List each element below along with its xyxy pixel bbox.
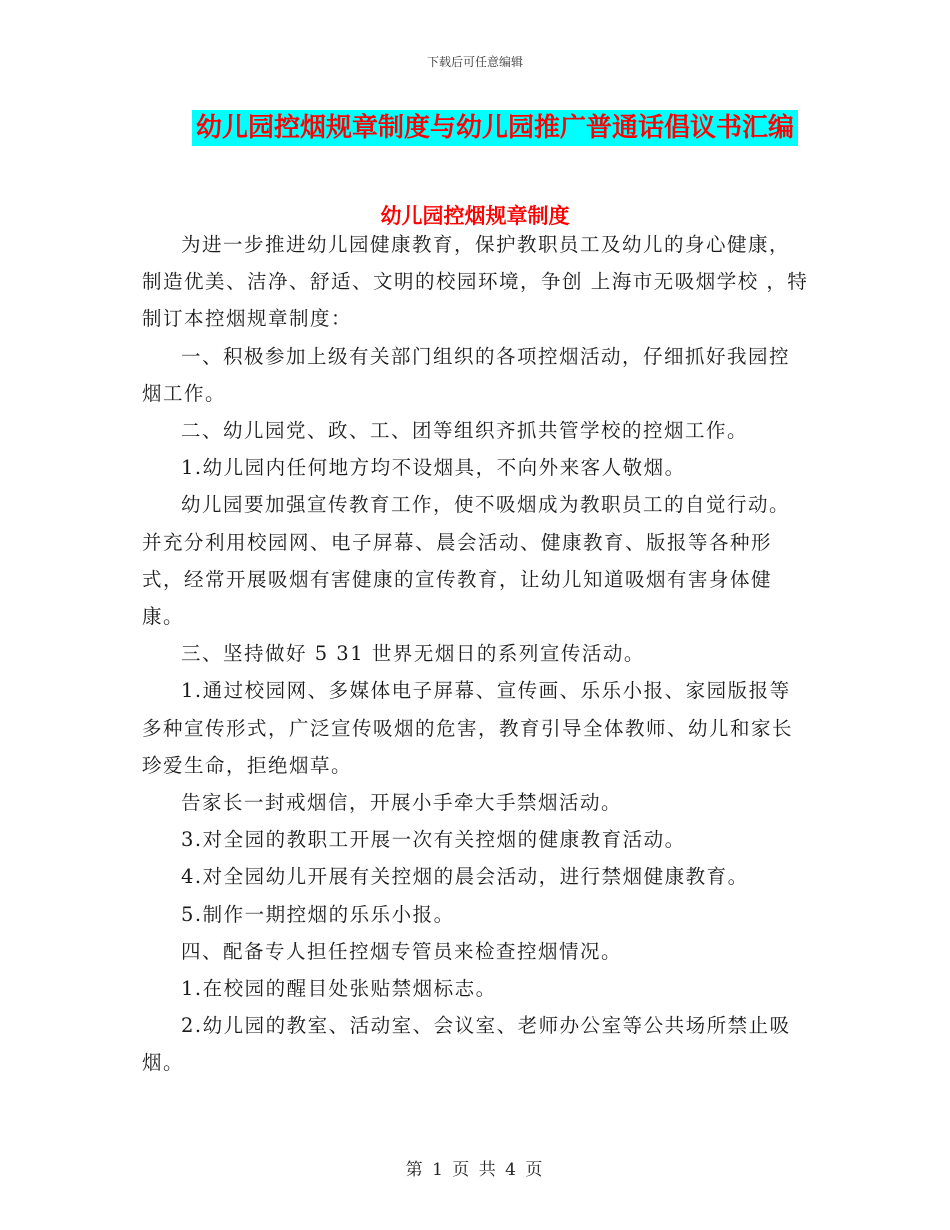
paragraph: 3.对全园的教职工开展一次有关控烟的健康教育活动。 xyxy=(181,828,686,852)
paragraph: 四、配备专人担任控烟专管员来检查控烟情况。 xyxy=(181,939,623,963)
paragraph: 一、积极参加上级有关部门组织的各项控烟活动，仔细抓好我园控烟工作。 xyxy=(142,344,791,405)
section-title: 幼儿园控烟规章制度 xyxy=(380,203,570,228)
paragraph: 1.在校园的醒目处张贴禁烟标志。 xyxy=(181,977,497,1001)
paragraph: 1.幼儿园内任何地方均不设烟具，不向外来客人敬烟。 xyxy=(181,456,686,480)
paragraph: 告家长一封戒烟信，开展小手牵大手禁烟活动。 xyxy=(181,791,623,815)
page-number: 第 1 页 共 4 页 xyxy=(405,1160,545,1180)
paragraph: 三、坚持做好 5 31 世界无烟日的系列宣传活动。 xyxy=(181,642,645,666)
paragraph: 2.幼儿园的教室、活动室、会议室、老师办公室等公共场所禁止吸烟。 xyxy=(142,1014,791,1075)
paragraph: 为进一步推进幼儿园健康教育，保护教职员工及幼儿的身心健康，制造优美、洁净、舒适、文明的校园环境，争创 上海市无吸烟学校 ，特制订本控烟规章制度： xyxy=(142,233,809,331)
document-title: 幼儿园控烟规章制度与幼儿园推广普通话倡议书汇编 xyxy=(192,110,798,146)
header-note: 下载后可任意编辑 xyxy=(426,55,523,69)
paragraph: 4.对全园幼儿开展有关控烟的晨会活动，进行禁烟健康教育。 xyxy=(181,865,749,889)
paragraph: 幼儿园要加强宣传教育工作，使不吸烟成为教职员工的自觉行动。并充分利用校园网、电子屏幕、晨会活动、健康教育、版报等各种形式，经常开展吸烟有害健康的宣传教育，让幼儿知道吸烟有害身体健康。 xyxy=(142,493,791,629)
paragraph: 5.制作一期控烟的乐乐小报。 xyxy=(181,902,455,926)
paragraph: 二、幼儿园党、政、工、团等组织齐抓共管学校的控烟工作。 xyxy=(181,419,749,443)
paragraph: 1.通过校园网、多媒体电子屏幕、宣传画、乐乐小报、家园版报等多种宣传形式，广泛宣传吸烟的危害，教育引导全体教师、幼儿和家长珍爱生命，拒绝烟草。 xyxy=(142,679,794,777)
document-body xyxy=(142,226,810,1082)
